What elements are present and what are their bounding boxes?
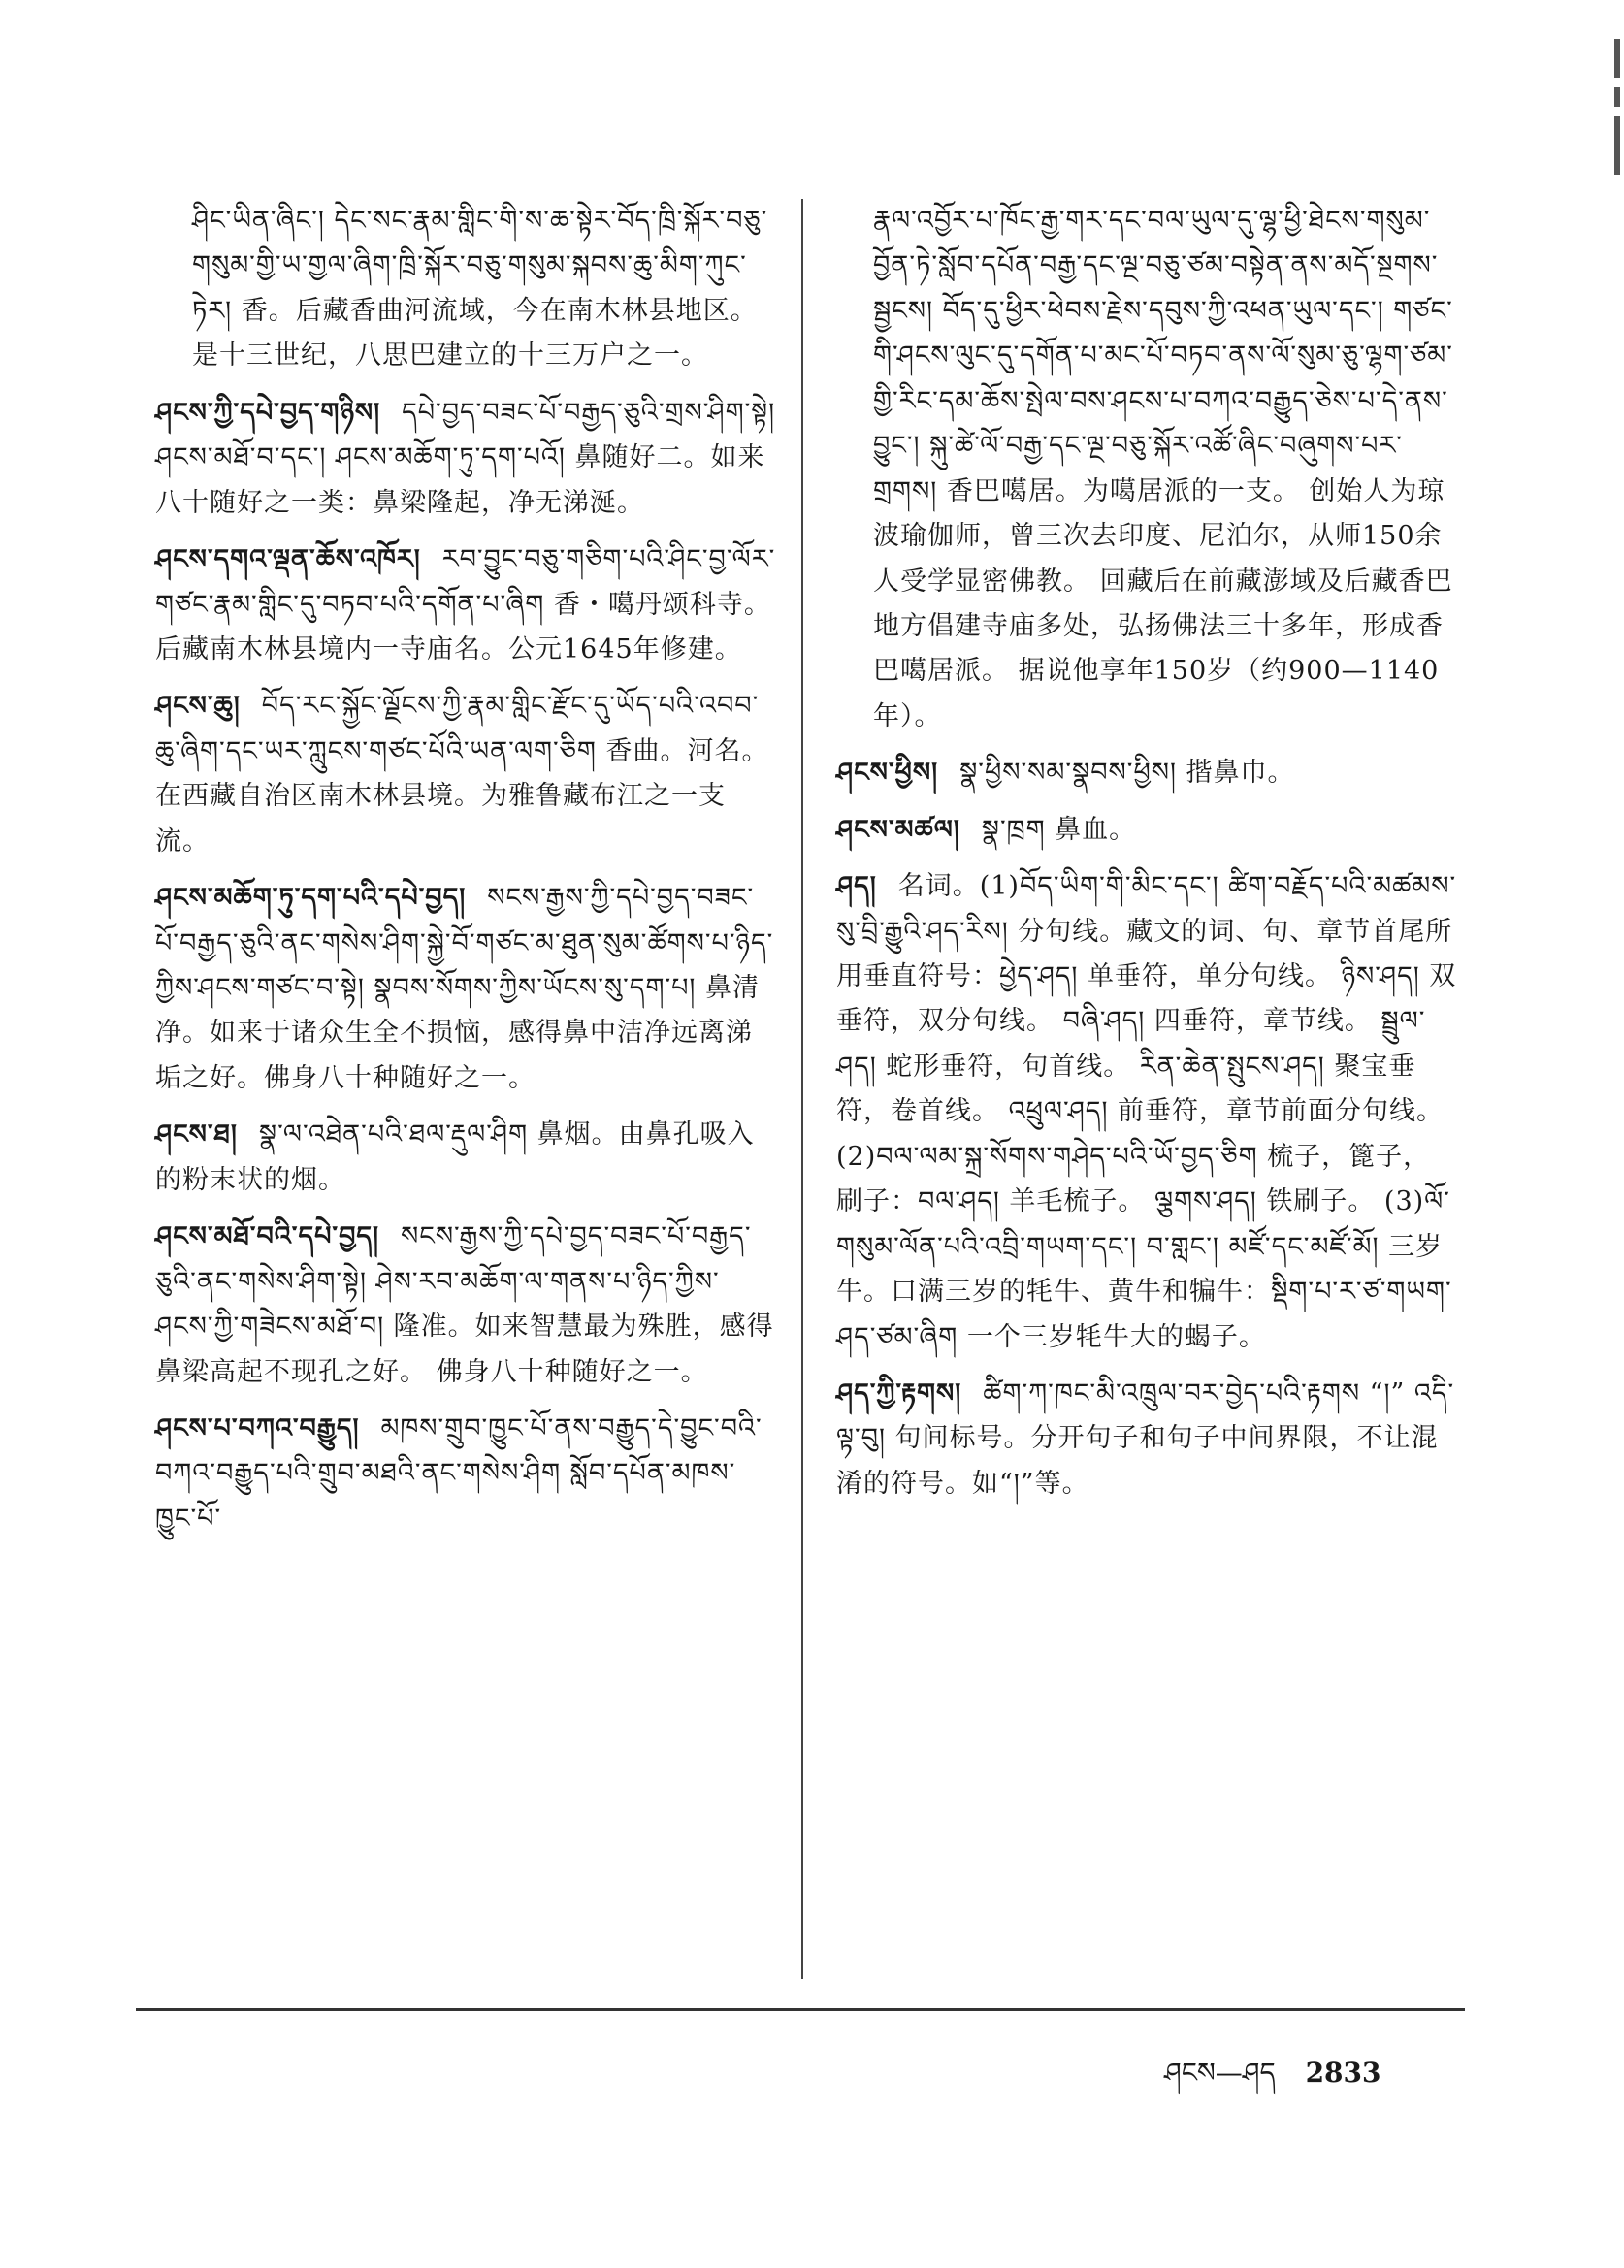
page-number: 2833 bbox=[1305, 2057, 1381, 2089]
dictionary-entry bbox=[836, 808, 1457, 853]
entry-text: བོད་རང་སྐྱོང་ལྗོངས་ཀྱི་རྣམ་གླིང་རྫོང་དུ་ཡོད་པའི་འབབ་ཆུ་ཞིག་དང་ཡར་ཀླུངས་གཙང་པོའི་ཡན་ལག་ཅིག 香曲。河名。在西藏自治区南木林县境。为雅鲁藏布江之一支流。 bbox=[155, 691, 769, 857]
entry-headword: ཤངས་མཆོག་ཏུ་དག་པའི་དཔེ་བྱད། bbox=[155, 883, 467, 914]
left-column bbox=[155, 199, 776, 1553]
entry-headword: ཤངས་དགའ་ལྡན་ཆོས་འཁོར། bbox=[155, 544, 421, 575]
entry-headword: ཤངས་ཀྱི་དཔེ་བྱད་གཉིས། bbox=[155, 397, 381, 428]
entry-continuation bbox=[836, 199, 1457, 739]
bottom-rule bbox=[136, 2008, 1465, 2011]
dictionary-entry bbox=[155, 684, 776, 864]
entry-text: སྣ་ལ་འཐེན་པའི་ཐལ་རྡུལ་ཤིག 鼻烟。由鼻孔吸入的粉末状的烟。 bbox=[155, 1119, 755, 1195]
dictionary-entry bbox=[155, 1407, 776, 1541]
dictionary-entry bbox=[836, 1372, 1457, 1507]
entry-text: ཤིང་ཡིན་ཞིང་། དེང་སང་རྣམ་གླིང་གི་ས་ཆ་སྟེར་བོད་ཁྲི་སྐོར་བཅུ་གསུམ་གྱི་ཡ་གྱལ་ཞིག་ཁྲི་སྐོར་བཅུ་གསུམ་སྐབས་ཆུ་མིག་ཀུང་ཏེར། 香。后藏香曲河流域，今在南木林县地区。 是十三世纪，八思巴建立的十三万户之一。 bbox=[192, 206, 768, 372]
dictionary-entry bbox=[155, 876, 776, 1101]
entry-headword: ཤད། bbox=[836, 871, 877, 902]
entry-text: མཁས་གྲུབ་ཁྱུང་པོ་ནས་བརྒྱུད་དེ་བྱུང་བའི་བཀའ་བརྒྱུད་པའི་གྲུབ་མཐའི་ནང་གསེས་ཤིག སློབ་དཔོན་མཁས་ཁྱུང་པོ་ bbox=[155, 1412, 763, 1534]
entry-headword: ཤངས་མཚལ། bbox=[836, 814, 960, 845]
entry-text: ཚིག་ཀ་ཁང་མི་འཁྲུལ་བར་བྱེད་པའི་རྟགས “།” འདི་ལྟ་བུ། 句间标号。分开句子和句子中间界限，不让混淆的符号。如“།”等。 bbox=[836, 1377, 1455, 1499]
running-head: ཤངས—ཤད bbox=[1164, 2057, 1276, 2089]
dictionary-entry bbox=[155, 391, 776, 526]
entry-headword: ཤངས་མཐོ་བའི་དཔེ་བྱད། bbox=[155, 1221, 380, 1252]
entry-headword: ཤངས་པ་བཀའ་བརྒྱུད། bbox=[155, 1412, 360, 1443]
dictionary-entry bbox=[836, 751, 1457, 795]
dictionary-entry bbox=[155, 1215, 776, 1395]
column-divider bbox=[801, 199, 803, 1979]
entry-headword: ཤངས་ཆུ། bbox=[155, 691, 241, 722]
scan-edge-marks bbox=[1605, 39, 1624, 504]
entry-text: རྣལ་འབྱོར་པ་ཁོང་རྒྱ་གར་དང་བལ་ཡུལ་དུ་ལྷ་ཕྱི་ཐེངས་གསུམ་བྱོན་ཏེ་སློབ་དཔོན་བརྒྱ་དང་ལྔ་བཅུ་ཙམ་བསྟེན་ནས་མདོ་སྔགས་སྦྱངས། བོད་དུ་ཕྱིར་ཕེབས་རྗེས་དབུས་ཀྱི་འཕན་ཡུལ་དང་། གཙང་གི་ཤངས་ལུང་དུ་དགོན་པ་མང་པོ་བཏབ་ནས་ལོ་སུམ་ཅུ་ལྷག་ཙམ་གྱི་རིང་དམ་ཆོས་སྤེལ་བས་ཤངས་པ་བཀའ་བརྒྱུད་ཅེས་པ་དེ་ནས་བྱུང་། སྐུ་ཚེ་ལོ་བརྒྱ་དང་ལྔ་བཅུ་སྐོར་འཚོ་ཞིང་བཞུགས་པར་གྲགས། 香巴噶居。为噶居派的一支。 创始人为琼波瑜伽师，曾三次去印度、尼泊尔，从师150余人受学显密佛教。 回藏后在前藏澎域及后藏香巴地方倡建寺庙多处，弘扬佛法三十多年，形成香巴噶居派。 据说他享年150岁（约900—1140年）。 bbox=[873, 206, 1453, 731]
entry-headword: ཤད་ཀྱི་རྟགས། bbox=[836, 1377, 962, 1409]
entry-text: རབ་བྱུང་བཅུ་གཅིག་པའི་ཤིང་བྱ་ལོར་གཙང་རྣམ་གླིང་དུ་བཏབ་པའི་དགོན་པ་ཞིག 香・噶丹颂科寺。后藏南木林县境内一寺庙名。公元1645年修建。 bbox=[155, 544, 776, 664]
entry-text: སངས་རྒྱས་ཀྱི་དཔེ་བྱད་བཟང་པོ་བརྒྱད་ཅུའི་ནང་གསེས་ཤིག་སྐྱེ་བོ་གཙང་མ་ཐུན་སུམ་ཚོགས་པ་ཉིད་ཀྱིས་ཤངས་གཙང་བ་སྟེ། སྣབས་སོགས་ཀྱིས་ཡོངས་སུ་དག་པ། 鼻清净。如来于诸众生全不损恼，感得鼻中洁净远离涕垢之好。佛身八十种随好之一。 bbox=[155, 883, 774, 1093]
entry-headword: ཤངས་ཐ། bbox=[155, 1119, 238, 1150]
entry-text: དཔེ་བྱད་བཟང་པོ་བརྒྱད་ཅུའི་གྲས་ཤིག་སྟེ། ཤངས་མཐོ་བ་དང་། ཤངས་མཆོག་ཏུ་དག་པའོ། 鼻随好二。如来八十随好之一类：鼻梁隆起，净无涕涎。 bbox=[155, 397, 776, 518]
entry-text: 名词。(1)བོད་ཡིག་གི་མིང་དང་། ཚིག་བརྗོད་པའི་མཚམས་སུ་བྲི་རྒྱུའི་ཤད་རིས། 分句线。藏文的词、句、章节首尾所用垂直符号：ཕྱེད་ཤད། 单垂符，单分句线。 ཉིས་ཤད། 双垂符，双分句线。 བཞི་ཤད། 四垂符，章节线。 སྦྲུལ་ཤད། 蛇形垂符，句首线。 རིན་ཆེན་སྤུངས་ཤད། 聚宝垂符，卷首线。 འཕྲུལ་ཤད། 前垂符，章节前面分句线。(2)བལ་ལམ་སྐྲ་སོགས་གཤེད་པའི་ཡོ་བྱད་ཅིག 梳子，篦子，刷子：བལ་ཤད། 羊毛梳子。 ལྕགས་ཤད། 铁刷子。 (3)ལོ་གསུམ་ལོན་པའི་འབྲི་གཡག་དང་། བ་གླང་། མཛོ་དང་མཛོ་མོ། 三岁牛。口满三岁的牦牛、黄牛和犏牛：སྡིག་པ་ར་ཙ་གཡག་ཤད་ཙམ་ཞིག 一个三岁牦牛大的蝎子。 bbox=[836, 871, 1457, 1352]
entry-text: སྣ་ཁྲག 鼻血。 bbox=[981, 814, 1137, 845]
dictionary-entry bbox=[836, 864, 1457, 1360]
entry-text: སངས་རྒྱས་ཀྱི་དཔེ་བྱད་བཟང་པོ་བརྒྱད་ཅུའི་ནང་གསེས་ཤིག་སྟེ། ཤེས་རབ་མཆོག་ལ་གནས་པ་ཉིད་ཀྱིས་ཤངས་ཀྱི་གཟེངས་མཐོ་བ། 隆准。如来智慧最为殊胜，感得鼻梁高起不现孔之好。 佛身八十种随好之一。 bbox=[155, 1221, 774, 1387]
dictionary-entry bbox=[155, 1113, 776, 1203]
page-footer bbox=[1164, 2042, 1381, 2119]
right-column bbox=[836, 199, 1457, 1518]
entry-continuation bbox=[155, 199, 776, 379]
dictionary-entry bbox=[155, 537, 776, 672]
entry-headword: ཤངས་ཕྱིས། bbox=[836, 758, 939, 789]
entry-text: སྣ་ཕྱིས་སམ་སྣབས་ཕྱིས། 揩鼻巾。 bbox=[959, 758, 1295, 789]
